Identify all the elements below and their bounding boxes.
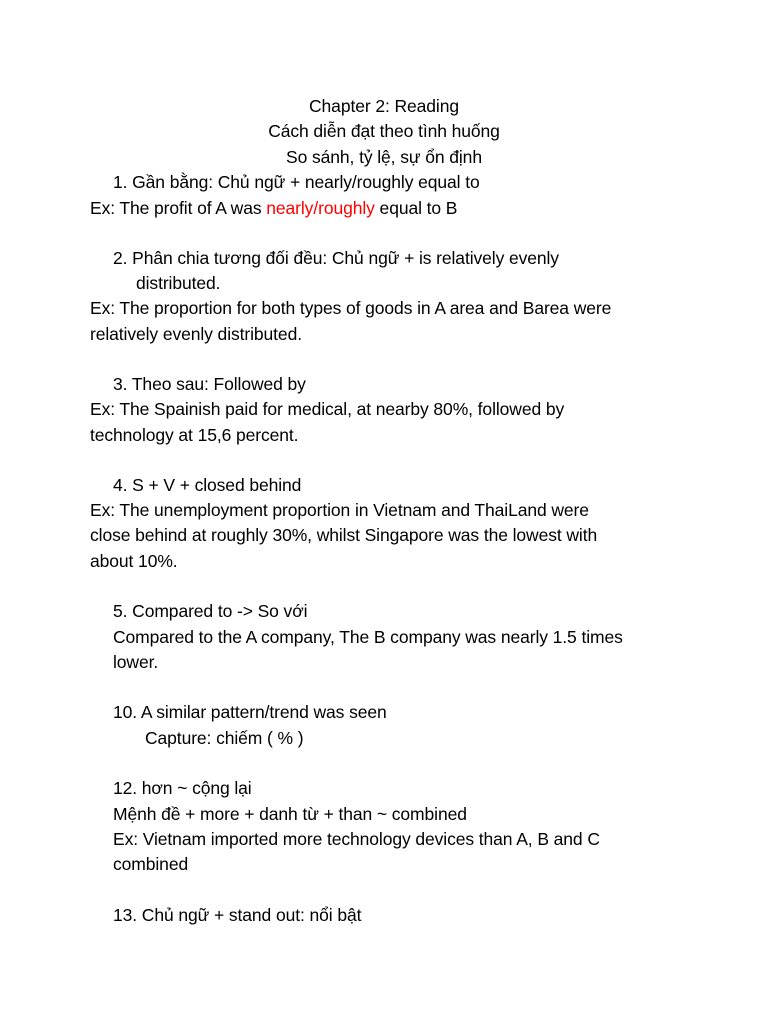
item-5-example-line-1: Compared to the A company, The B company was nearly 1.5 times: [113, 627, 623, 647]
item-4-example-line-3: about 10%.: [90, 551, 178, 571]
item-2-heading: 2. Phân chia tương đối đều: Chủ ngữ + is relatively evenly: [113, 248, 559, 268]
item-4-example-line-1: Ex: The unemployment proportion in Vietnam and ThaiLand were: [90, 500, 589, 520]
item-12-heading: 12. hơn ~ cộng lại: [113, 778, 252, 798]
item-12-formula: Mệnh đề + more + danh từ + than ~ combined: [113, 804, 467, 824]
item-10-heading: 10. A similar pattern/trend was seen: [113, 702, 387, 722]
item-4-example-line-2: close behind at roughly 30%, whilst Singapore was the lowest with: [90, 525, 598, 545]
topic-heading: So sánh, tỷ lệ, sự ổn định: [286, 147, 482, 167]
item-3-example-line-1: Ex: The Spainish paid for medical, at nearby 80%, followed by: [90, 399, 565, 419]
item-1-example-suffix: equal to B: [374, 198, 458, 218]
item-12-example-line-2: combined: [113, 854, 189, 874]
item-13-heading: 13. Chủ ngữ + stand out: nổi bật: [113, 905, 362, 925]
item-5-example-line-2: lower.: [113, 652, 159, 672]
item-3-heading: 3. Theo sau: Followed by: [113, 374, 306, 394]
item-2-example-line-2: relatively evenly distributed.: [90, 324, 302, 344]
item-2-example-line-1: Ex: The proportion for both types of goods in A area and Barea were: [90, 298, 612, 318]
item-10-note: Capture: chiếm ( % ): [145, 728, 304, 748]
item-12-example-line-1: Ex: Vietnam imported more technology devices than A, B and C: [113, 829, 600, 849]
item-1-example: [90, 197, 457, 219]
item-2-heading-continued: distributed.: [136, 273, 221, 293]
item-3-example-line-2: technology at 15,6 percent.: [90, 425, 299, 445]
item-1-example-highlight: nearly/roughly: [266, 198, 375, 218]
item-4-heading: 4. S + V + closed behind: [113, 475, 302, 495]
item-1-example-prefix: Ex: The profit of A was: [90, 198, 267, 218]
item-5-heading: 5. Compared to -> So với: [113, 601, 308, 621]
item-1-heading: 1. Gần bằng: Chủ ngữ + nearly/roughly equal to: [113, 172, 480, 192]
document-subtitle: Cách diễn đạt theo tình huống: [268, 121, 500, 141]
chapter-title: Chapter 2: Reading: [309, 96, 459, 116]
